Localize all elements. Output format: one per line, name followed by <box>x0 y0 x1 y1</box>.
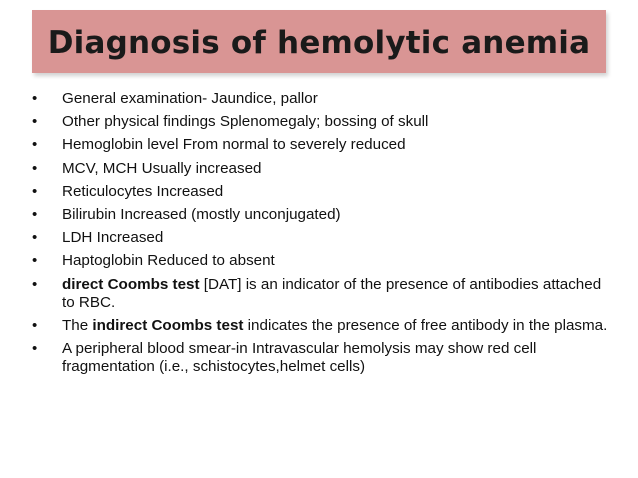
bullet-icon: • <box>32 339 38 357</box>
bullet-text: Hemoglobin level From normal to severely reduced <box>62 136 406 154</box>
bullet-text: indicates the presence of free antibody in the plasma. <box>243 316 608 334</box>
bullet-item <box>30 252 610 270</box>
bullet-bold-term: direct Coombs test <box>62 275 200 293</box>
bullet-text: LDH Increased <box>62 229 164 247</box>
bullet-icon: • <box>32 205 38 223</box>
bullet-text: General examination- Jaundice, pallor <box>62 90 318 107</box>
bullet-text: A peripheral blood smear-in Intravascular hemolysis may show red cell fragmentation (i.e., schistocytes,helmet cells) <box>62 339 537 375</box>
bullet-item <box>30 276 610 312</box>
bullet-icon: • <box>32 229 38 247</box>
bullet-icon: • <box>32 316 38 334</box>
bullet-item <box>30 183 610 201</box>
slide-title: Diagnosis of hemolytic anemia <box>47 24 591 61</box>
bullet-item <box>30 229 610 247</box>
bullet-item <box>30 340 610 376</box>
bullet-prefix: The <box>62 316 93 334</box>
bullet-item <box>30 317 610 335</box>
bullet-icon: • <box>32 159 38 177</box>
bullet-text: [DAT] is an indicator of the presence of antibodies attached to RBC. <box>62 275 602 311</box>
bullet-icon: • <box>32 113 38 131</box>
bullet-text: MCV, MCH Usually increased <box>62 159 262 177</box>
bullet-icon: • <box>32 136 38 154</box>
bullet-item <box>30 113 610 131</box>
bullet-text: Bilirubin Increased (mostly unconjugated) <box>62 205 341 223</box>
bullet-list <box>30 90 610 381</box>
bullet-item <box>30 136 610 154</box>
bullet-text: Haptoglobin Reduced to absent <box>62 252 275 270</box>
bullet-text: Reticulocytes Increased <box>62 182 224 200</box>
bullet-text: Other physical findings Splenomegaly; bossing of skull <box>62 113 429 131</box>
bullet-icon: • <box>32 90 38 107</box>
bullet-item <box>30 206 610 224</box>
bullet-icon: • <box>32 275 38 293</box>
title-bar <box>32 10 606 73</box>
bullet-icon: • <box>32 252 38 270</box>
bullet-bold-term: indirect Coombs test <box>92 316 244 334</box>
bullet-item <box>30 90 610 108</box>
bullet-icon: • <box>32 182 38 200</box>
bullet-item <box>30 160 610 178</box>
